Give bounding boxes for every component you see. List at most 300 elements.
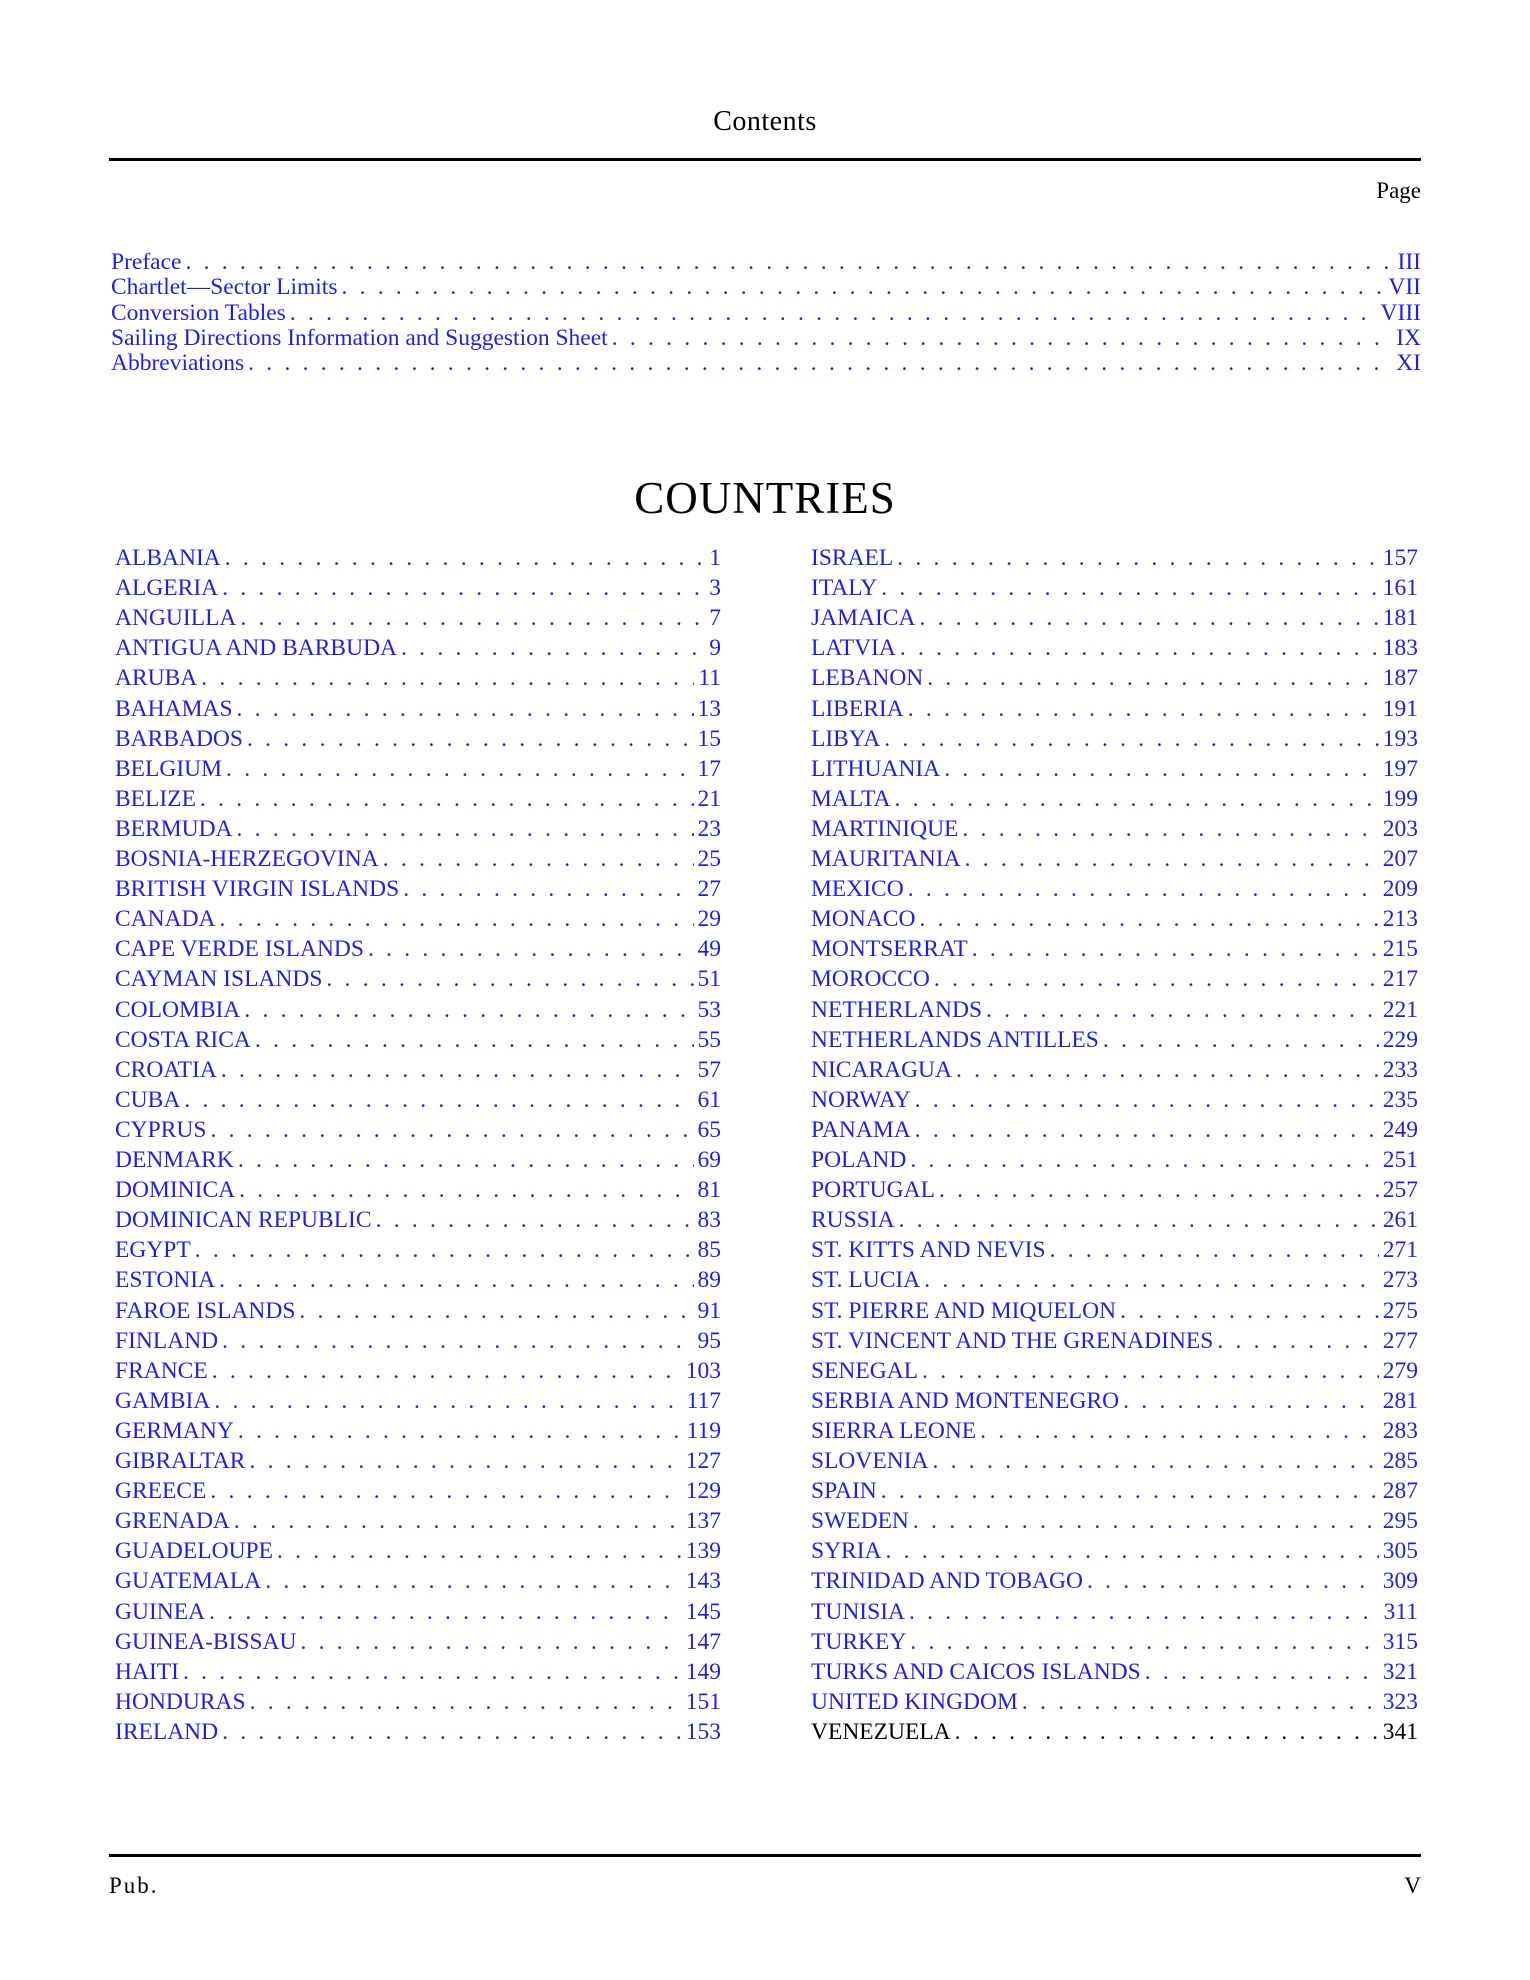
dot-leader — [910, 1628, 1378, 1656]
toc-entry-label: RUSSIA — [811, 1207, 895, 1234]
toc-entry[interactable] — [811, 905, 1418, 933]
toc-entry[interactable] — [115, 634, 721, 662]
toc-entry-label: GUADELOUPE — [115, 1538, 273, 1565]
toc-entry-label: NORWAY — [811, 1086, 911, 1113]
toc-entry-page: 221 — [1382, 996, 1418, 1023]
toc-entry-label: LIBYA — [811, 725, 881, 752]
toc-entry[interactable] — [811, 1387, 1418, 1415]
toc-entry[interactable] — [811, 544, 1418, 572]
dot-leader — [955, 1718, 1379, 1746]
dot-leader — [939, 1176, 1379, 1204]
toc-entry[interactable] — [115, 574, 721, 602]
toc-entry[interactable] — [115, 1417, 721, 1445]
toc-entry-page: 95 — [697, 1327, 721, 1354]
toc-entry[interactable] — [811, 574, 1418, 602]
dot-leader — [886, 1537, 1379, 1565]
toc-entry-label: CUBA — [115, 1086, 181, 1113]
dot-leader — [221, 1056, 694, 1084]
toc-entry-page: 29 — [697, 906, 721, 933]
toc-entry-page: 147 — [685, 1628, 721, 1655]
toc-entry-page: 207 — [1382, 846, 1418, 872]
dot-leader — [913, 1507, 1379, 1535]
toc-entry[interactable] — [115, 965, 721, 993]
dot-leader — [341, 273, 1384, 301]
toc-entry-label: Chartlet—Sector Limits — [111, 274, 338, 301]
toc-entry-label: PORTUGAL — [811, 1177, 935, 1204]
dot-leader — [897, 544, 1379, 572]
toc-entry-page: 91 — [697, 1297, 721, 1324]
dot-leader — [300, 1628, 681, 1656]
toc-entry-label: Abbreviations — [111, 350, 245, 377]
toc-entry[interactable] — [115, 1537, 721, 1565]
toc-entry[interactable] — [115, 1086, 721, 1114]
toc-entry-page: 229 — [1382, 1026, 1418, 1053]
dot-leader — [200, 785, 694, 813]
toc-entry-label: ALGERIA — [115, 575, 219, 602]
toc-entry[interactable] — [811, 755, 1418, 783]
toc-entry-page: 149 — [685, 1658, 721, 1685]
toc-entry-label: MALTA — [811, 785, 891, 812]
dot-leader — [1120, 1297, 1379, 1325]
toc-entry[interactable] — [811, 1357, 1418, 1385]
toc-entry[interactable] — [115, 1297, 721, 1325]
toc-entry[interactable] — [115, 544, 721, 572]
toc-entry[interactable] — [811, 1417, 1418, 1445]
toc-entry-label: LIBERIA — [811, 695, 904, 722]
toc-entry-label: CROATIA — [115, 1056, 217, 1083]
dot-leader — [249, 1447, 681, 1475]
toc-entry[interactable] — [115, 664, 721, 692]
toc-entry[interactable] — [115, 1598, 721, 1626]
toc-entry[interactable] — [115, 1206, 721, 1234]
toc-entry-page: 305 — [1382, 1538, 1418, 1565]
dot-leader — [934, 965, 1379, 993]
dot-leader — [248, 349, 1392, 377]
dot-leader — [183, 1658, 682, 1686]
toc-entry-label: SWEDEN — [811, 1508, 909, 1535]
toc-entry[interactable] — [811, 725, 1418, 753]
toc-entry-label: ANTIGUA AND BARBUDA — [115, 635, 398, 662]
toc-entry[interactable] — [115, 1658, 721, 1686]
dot-leader — [277, 1537, 682, 1565]
dot-leader — [922, 1357, 1379, 1385]
dot-leader — [237, 695, 694, 723]
dot-leader — [899, 1206, 1379, 1234]
toc-entry[interactable] — [811, 996, 1418, 1024]
dot-leader — [881, 1477, 1379, 1505]
toc-entry-page: XI — [1396, 350, 1421, 377]
toc-entry-label: SYRIA — [811, 1538, 882, 1565]
toc-entry-label: BAHAMAS — [115, 695, 233, 722]
toc-entry-page: 3 — [709, 575, 721, 602]
dot-leader — [184, 1086, 693, 1114]
dot-leader — [944, 755, 1379, 783]
dot-leader — [239, 1176, 693, 1204]
toc-entry-page: 321 — [1382, 1658, 1418, 1685]
toc-entry[interactable] — [115, 1056, 721, 1084]
dot-leader — [1087, 1567, 1379, 1595]
toc-entry-page: 119 — [686, 1417, 721, 1444]
dot-leader — [247, 725, 694, 753]
toc-entry — [811, 1718, 1418, 1746]
toc-entry-label: CAPE VERDE ISLANDS — [115, 936, 364, 963]
toc-entry[interactable] — [111, 324, 1421, 352]
toc-entry-label: EGYPT — [115, 1237, 191, 1264]
toc-entry-page: 233 — [1382, 1056, 1418, 1083]
toc-entry[interactable] — [115, 755, 721, 783]
toc-entry[interactable] — [811, 634, 1418, 662]
toc-entry-label: ARUBA — [115, 665, 198, 692]
dot-leader — [222, 574, 705, 602]
dot-leader — [240, 604, 705, 632]
toc-entry-label: HONDURAS — [115, 1688, 246, 1715]
toc-entry[interactable] — [115, 1146, 721, 1174]
toc-entry-page: 83 — [697, 1207, 721, 1234]
toc-entry-label: BRITISH VIRGIN ISLANDS — [115, 876, 400, 903]
toc-entry-label: LEBANON — [811, 665, 924, 692]
toc-entry-label: CANADA — [115, 906, 216, 933]
countries-heading: COUNTRIES — [634, 473, 896, 523]
toc-entry-page: 287 — [1382, 1478, 1418, 1505]
toc-entry[interactable] — [811, 815, 1418, 843]
toc-entry-label: SIERRA LEONE — [811, 1417, 977, 1444]
toc-entry[interactable] — [111, 299, 1421, 327]
toc-entry-page: 55 — [697, 1026, 721, 1053]
toc-entry-label: ITALY — [811, 575, 878, 602]
dot-leader — [919, 604, 1378, 632]
toc-entry-page: 89 — [697, 1267, 721, 1294]
toc-entry-page: 215 — [1382, 936, 1418, 963]
dot-leader — [222, 1327, 693, 1355]
dot-leader — [972, 935, 1379, 963]
toc-entry[interactable] — [115, 905, 721, 933]
toc-entry[interactable] — [811, 1628, 1418, 1656]
toc-entry[interactable] — [811, 1026, 1418, 1054]
footer-publication: Pub. — [109, 1873, 159, 1898]
toc-entry-label: POLAND — [811, 1147, 907, 1173]
toc-entry[interactable] — [811, 1236, 1418, 1264]
toc-entry-page: 311 — [1383, 1598, 1418, 1625]
toc-entry[interactable] — [811, 664, 1418, 692]
toc-entry-label: GUATEMALA — [115, 1568, 262, 1595]
dot-leader — [1050, 1236, 1379, 1264]
toc-entry-label: VENEZUELA — [811, 1718, 951, 1745]
toc-entry-page: 309 — [1382, 1568, 1418, 1595]
toc-entry-page: VII — [1388, 274, 1421, 301]
toc-entry-page: 17 — [697, 755, 721, 782]
toc-entry-page: 129 — [685, 1478, 721, 1505]
toc-entry-page: 153 — [685, 1718, 721, 1745]
toc-entry-label: MOROCCO — [811, 966, 930, 993]
toc-entry[interactable] — [811, 1688, 1418, 1716]
dot-leader — [376, 1206, 694, 1234]
toc-entry[interactable] — [811, 1567, 1418, 1595]
toc-entry[interactable] — [811, 1507, 1418, 1535]
toc-entry[interactable] — [115, 845, 721, 873]
dot-leader — [403, 875, 693, 903]
dot-leader — [299, 1297, 693, 1325]
toc-entry-page: 251 — [1382, 1147, 1418, 1173]
toc-entry-label: ISRAEL — [811, 545, 894, 571]
toc-entry-label: LITHUANIA — [811, 755, 941, 782]
toc-entry-label: COLOMBIA — [115, 996, 241, 1023]
dot-leader — [884, 725, 1379, 753]
toc-entry-page: 281 — [1382, 1387, 1418, 1414]
toc-entry-page: 193 — [1382, 725, 1418, 752]
toc-entry-page: 203 — [1382, 815, 1418, 842]
dot-leader — [226, 755, 693, 783]
toc-entry[interactable] — [115, 935, 721, 963]
page-column-label: Page — [1376, 178, 1421, 203]
toc-entry-label: DOMINICAN REPUBLIC — [115, 1207, 372, 1234]
toc-entry[interactable] — [111, 273, 1421, 301]
toc-entry-label: LATVIA — [811, 635, 896, 662]
toc-entry-page: 27 — [697, 876, 721, 903]
toc-entry-page: VIII — [1380, 299, 1421, 326]
toc-entry[interactable] — [115, 1176, 721, 1204]
dot-leader — [1022, 1688, 1379, 1716]
toc-entry-page: 157 — [1382, 545, 1418, 571]
toc-entry-page: 57 — [697, 1056, 721, 1083]
toc-entry-label: JAMAICA — [811, 605, 916, 632]
toc-entry-page: 283 — [1382, 1417, 1418, 1444]
dot-leader — [222, 1718, 682, 1746]
dot-leader — [881, 574, 1379, 602]
toc-entry-label: DENMARK — [115, 1147, 234, 1173]
toc-entry-page: 61 — [697, 1086, 721, 1113]
toc-entry-page: 271 — [1382, 1237, 1418, 1264]
toc-entry-page: 257 — [1382, 1177, 1418, 1204]
dot-leader — [225, 544, 706, 572]
toc-entry-label: GAMBIA — [115, 1387, 211, 1414]
toc-entry-label: BERMUDA — [115, 815, 233, 842]
toc-entry[interactable] — [811, 1206, 1418, 1234]
toc-entry[interactable] — [811, 604, 1418, 632]
toc-entry-page: 217 — [1382, 966, 1418, 993]
toc-entry[interactable] — [115, 815, 721, 843]
toc-entry-label: SPAIN — [811, 1478, 877, 1505]
dot-leader — [210, 1477, 681, 1505]
toc-entry[interactable] — [811, 1056, 1418, 1084]
toc-entry-page: 273 — [1382, 1267, 1418, 1294]
toc-entry[interactable] — [115, 1688, 721, 1716]
toc-entry-label: ST. VINCENT AND THE GRENADINES — [811, 1327, 1214, 1354]
toc-entry[interactable] — [115, 996, 721, 1024]
toc-entry[interactable] — [811, 875, 1418, 903]
toc-entry-page: 143 — [685, 1568, 721, 1595]
toc-entry[interactable] — [115, 604, 721, 632]
dot-leader — [612, 324, 1393, 352]
toc-entry-page: 183 — [1382, 635, 1418, 662]
dot-leader — [965, 845, 1379, 873]
toc-entry[interactable] — [115, 785, 721, 813]
toc-entry-page: 7 — [709, 605, 721, 632]
toc-entry-label: ESTONIA — [115, 1267, 216, 1294]
toc-entry[interactable] — [811, 1477, 1418, 1505]
toc-entry[interactable] — [115, 1718, 721, 1746]
toc-entry-page: 261 — [1382, 1207, 1418, 1234]
toc-entry-label: GUINEA-BISSAU — [115, 1628, 297, 1655]
toc-entry-page: 279 — [1382, 1357, 1418, 1384]
toc-entry[interactable] — [811, 695, 1418, 723]
toc-entry-page: 295 — [1382, 1508, 1418, 1535]
dot-leader — [924, 1266, 1379, 1294]
toc-entry[interactable] — [811, 1327, 1418, 1355]
toc-entry[interactable] — [811, 1598, 1418, 1626]
toc-entry-page: 9 — [709, 635, 721, 662]
toc-entry-page: IX — [1396, 324, 1421, 351]
toc-entry-label: MAURITANIA — [811, 846, 961, 872]
toc-entry-page: 151 — [685, 1688, 721, 1715]
dot-leader — [210, 1116, 693, 1144]
dot-leader — [1103, 1026, 1379, 1054]
toc-entry-page: 15 — [697, 725, 721, 752]
toc-entry-page: 1 — [709, 545, 721, 571]
toc-entry[interactable] — [115, 1327, 721, 1355]
toc-entry-label: MONTSERRAT — [811, 936, 968, 963]
toc-entry[interactable] — [115, 1567, 721, 1595]
toc-entry[interactable] — [115, 1026, 721, 1054]
toc-entry-page: 13 — [697, 695, 721, 722]
toc-entry-page: 199 — [1382, 785, 1418, 812]
toc-entry-label: CAYMAN ISLANDS — [115, 966, 323, 993]
toc-entry[interactable] — [811, 1537, 1418, 1565]
toc-entry-label: ST. KITTS AND NEVIS — [811, 1237, 1046, 1264]
toc-entry-page: 235 — [1382, 1086, 1418, 1113]
toc-entry[interactable] — [811, 1447, 1418, 1475]
dot-leader — [933, 1447, 1379, 1475]
toc-entry-page: 85 — [697, 1237, 721, 1264]
toc-entry-label: FRANCE — [115, 1357, 208, 1384]
dot-leader — [1145, 1658, 1379, 1686]
toc-entry-page: 341 — [1382, 1718, 1418, 1745]
dot-leader — [212, 1357, 682, 1385]
toc-entry-page: 103 — [685, 1357, 721, 1384]
dot-leader — [980, 1417, 1379, 1445]
footer-rule — [109, 1854, 1421, 1857]
toc-entry-page: 117 — [686, 1387, 721, 1414]
toc-entry-label: GERMANY — [115, 1417, 234, 1444]
dot-leader — [250, 1688, 682, 1716]
toc-entry-page: 11 — [698, 665, 721, 692]
toc-entry-label: COSTA RICA — [115, 1026, 251, 1053]
toc-entry-label: BOSNIA-HERZEGOVINA — [115, 846, 379, 872]
toc-entry-page: 65 — [697, 1116, 721, 1143]
toc-entry-label: NETHERLANDS ANTILLES — [811, 1026, 1099, 1053]
toc-entry-page: III — [1397, 249, 1421, 275]
toc-entry-label: SENEGAL — [811, 1357, 919, 1384]
toc-entry-page: 21 — [697, 785, 721, 812]
toc-entry-page: 191 — [1382, 695, 1418, 722]
dot-leader — [244, 996, 693, 1024]
dot-leader — [915, 1086, 1379, 1114]
toc-entry[interactable] — [811, 1297, 1418, 1325]
toc-entry-label: MONACO — [811, 906, 916, 933]
dot-leader — [962, 815, 1378, 843]
toc-entry[interactable] — [115, 875, 721, 903]
toc-entry-page: 51 — [697, 966, 721, 993]
toc-entry-label: DOMINICA — [115, 1177, 236, 1204]
dot-leader — [237, 815, 694, 843]
toc-entry-page: 145 — [685, 1598, 721, 1625]
dot-leader — [220, 905, 694, 933]
toc-entry-label: GIBRALTAR — [115, 1448, 246, 1474]
toc-entry-page: 277 — [1382, 1327, 1418, 1354]
toc-entry-label: GRENADA — [115, 1508, 230, 1535]
toc-entry[interactable] — [811, 785, 1418, 813]
toc-entry-label: ST. PIERRE AND MIQUELON — [811, 1297, 1117, 1324]
toc-entry[interactable] — [811, 1116, 1418, 1144]
dot-leader — [234, 1507, 682, 1535]
dot-leader — [919, 905, 1378, 933]
dot-leader — [927, 664, 1378, 692]
toc-entry-label: UNITED KINGDOM — [811, 1688, 1018, 1715]
dot-leader — [908, 875, 1379, 903]
toc-entry-label: NETHERLANDS — [811, 996, 983, 1023]
dot-leader — [238, 1146, 694, 1174]
toc-entry-label: GREECE — [115, 1478, 207, 1505]
toc-entry-label: TUNISIA — [811, 1598, 905, 1625]
toc-entry-page: 197 — [1382, 755, 1418, 782]
toc-entry-label: TURKEY — [811, 1628, 907, 1655]
toc-entry-page: 49 — [697, 936, 721, 963]
toc-entry[interactable] — [811, 935, 1418, 963]
toc-entry[interactable] — [811, 1658, 1418, 1686]
dot-leader — [255, 1026, 694, 1054]
footer-page-number: V — [1404, 1873, 1421, 1898]
toc-entry-label: ST. LUCIA — [811, 1267, 921, 1294]
toc-entry[interactable] — [111, 248, 1421, 276]
toc-entry-label: FINLAND — [115, 1327, 219, 1354]
toc-entry-page: 285 — [1382, 1448, 1418, 1474]
toc-entry[interactable] — [811, 1266, 1418, 1294]
toc-entry-label: MARTINIQUE — [811, 815, 959, 842]
toc-entry-label: SERBIA AND MONTENEGRO — [811, 1387, 1120, 1414]
toc-entry[interactable] — [115, 1447, 721, 1475]
dot-leader — [915, 1116, 1379, 1144]
toc-entry[interactable] — [811, 965, 1418, 993]
toc-entry-label: Sailing Directions Information and Suggestion Sheet — [111, 324, 608, 351]
toc-entry-label: TURKS AND CAICOS ISLANDS — [811, 1658, 1141, 1685]
toc-entry[interactable] — [811, 1176, 1418, 1204]
dot-leader — [1217, 1327, 1378, 1355]
dot-leader — [209, 1598, 682, 1626]
dot-leader — [1123, 1387, 1379, 1415]
dot-leader — [185, 248, 1393, 276]
toc-entry[interactable] — [115, 695, 721, 723]
toc-entry[interactable] — [115, 725, 721, 753]
toc-entry[interactable] — [115, 1266, 721, 1294]
dot-leader — [290, 299, 1377, 327]
toc-entry-page: 137 — [685, 1508, 721, 1535]
dot-leader — [201, 664, 694, 692]
toc-entry[interactable] — [811, 1146, 1418, 1174]
toc-entry[interactable] — [115, 1236, 721, 1264]
toc-entry[interactable] — [811, 845, 1418, 873]
toc-entry[interactable] — [115, 1628, 721, 1656]
toc-entry[interactable] — [115, 1507, 721, 1535]
toc-entry[interactable] — [111, 349, 1421, 377]
toc-entry[interactable] — [115, 1477, 721, 1505]
toc-entry[interactable] — [115, 1387, 721, 1415]
toc-entry[interactable] — [115, 1357, 721, 1385]
toc-entry-label: GUINEA — [115, 1598, 206, 1625]
toc-entry[interactable] — [811, 1086, 1418, 1114]
toc-entry-page: 139 — [685, 1538, 721, 1565]
toc-entry-page: 81 — [697, 1177, 721, 1204]
toc-entry-label: Preface — [111, 249, 182, 275]
toc-entry[interactable] — [115, 1116, 721, 1144]
